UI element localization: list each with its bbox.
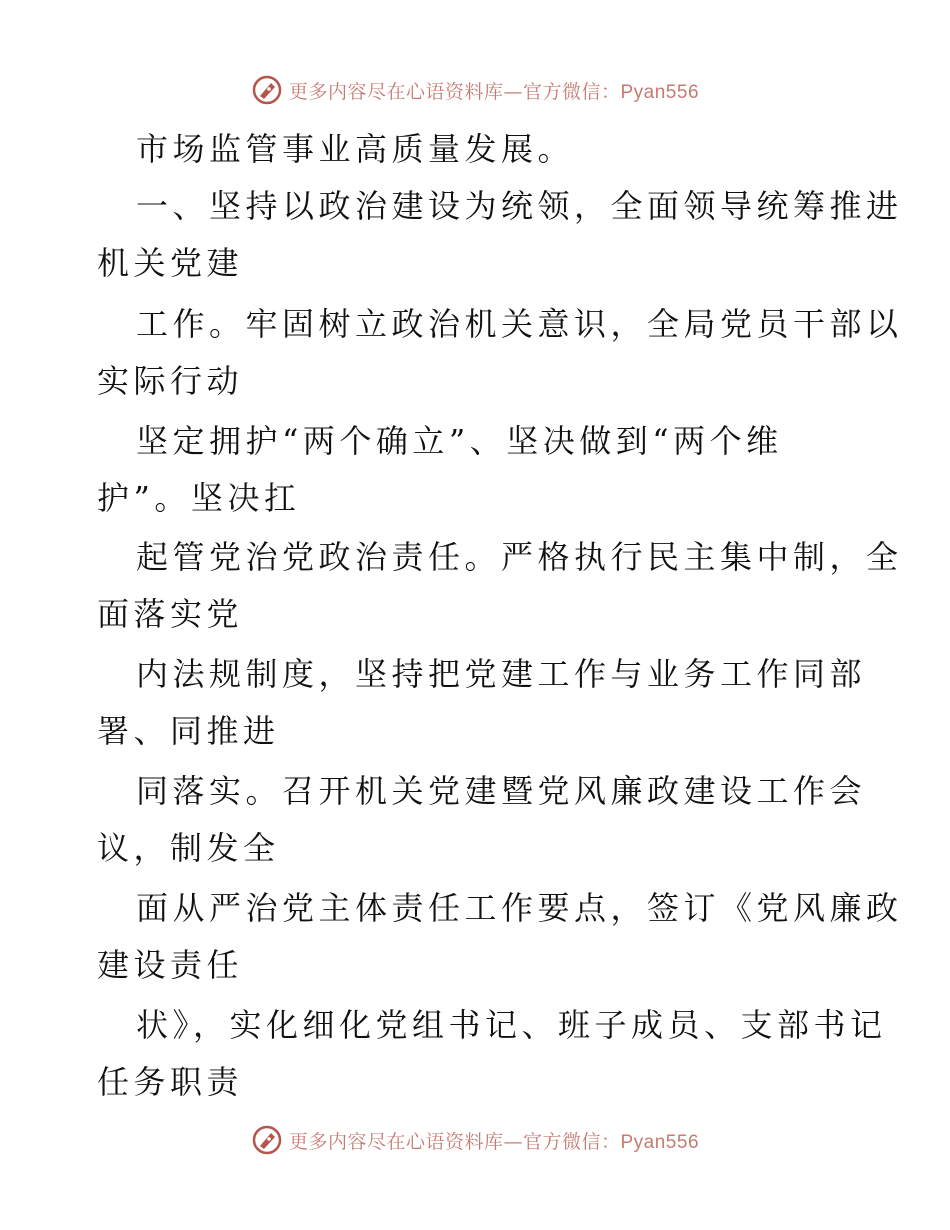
watermark-wechat-id: Pyan556: [620, 81, 700, 103]
text-line: 机关党建: [97, 244, 244, 282]
pen-nib-logo-icon: [251, 1124, 283, 1156]
text-line: 面从严治党主体责任工作要点，签订《党风廉政: [136, 889, 903, 927]
text-line: 坚定拥护“两个确立”、坚决做到“两个维: [136, 422, 783, 460]
text-line: 内法规制度，坚持把党建工作与业务工作同部: [136, 655, 867, 693]
watermark-text: 更多内容尽在心语资料库—官方微信：Pyan556: [288, 80, 700, 103]
watermark-text: 更多内容尽在心语资料库—官方微信：Pyan556: [288, 1130, 700, 1153]
text-line: 议，制发全: [97, 829, 280, 867]
text-line: 署、同推进: [97, 712, 280, 750]
text-line: 一、坚持以政治建设为统领，全面领导统筹推进: [136, 187, 903, 225]
text-line: 护”。坚决扛: [97, 479, 301, 517]
text-line: 建设责任: [97, 946, 244, 984]
text-line: 起管党治党政治责任。严格执行民主集中制，全: [136, 538, 903, 576]
text-line: 工作。牢固树立政治机关意识，全局党员干部以: [136, 305, 903, 343]
text-line: 任务职责: [97, 1063, 244, 1101]
text-line: 实际行动: [97, 362, 244, 400]
text-line: 市场监管事业高质量发展。: [136, 130, 575, 168]
text-line: 状》，实化细化党组书记、班子成员、支部书记: [136, 1006, 887, 1044]
watermark-wechat-id: Pyan556: [620, 1131, 700, 1153]
footer-watermark: [0, 1120, 950, 1160]
text-line: 同落实。召开机关党建暨党风廉政建设工作会: [136, 772, 867, 810]
text-line: 面落实党: [97, 595, 244, 633]
